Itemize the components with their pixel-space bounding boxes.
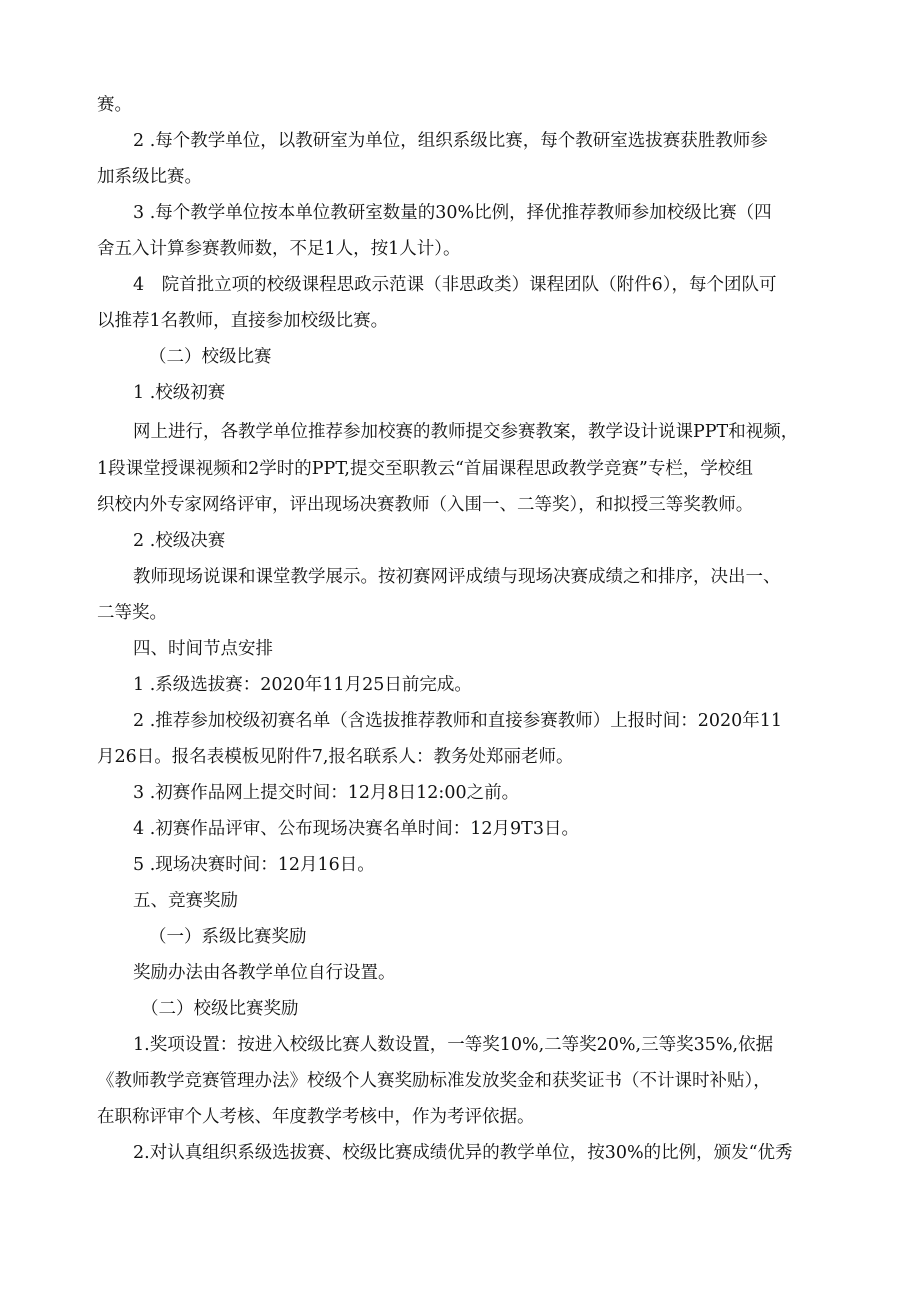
text-line: 加系级比赛。	[97, 167, 202, 187]
section-heading: （二）校级比赛	[149, 347, 272, 367]
text-line: 织校内外专家网络评审，评出现场决赛教师（入围一、二等奖），和拟授三等奖教师。	[97, 495, 754, 515]
subsection-heading: 2 .校级决赛	[133, 531, 226, 551]
subsection-heading: 1 .校级初赛	[133, 383, 226, 403]
text-line: 1 .系级选拔赛：2020年11月25日前完成。	[133, 675, 472, 695]
section-heading: （二）校级比赛奖励	[141, 999, 299, 1019]
section-heading: 五、竞赛奖励	[133, 891, 238, 911]
text-line: 以推荐1名教师，直接参加校级比赛。	[97, 311, 389, 331]
text-line: 2 .推荐参加校级初赛名单（含选拔推荐教师和直接参赛教师）上报时间：2020年11	[133, 711, 783, 731]
text-line: 奖励办法由各教学单位自行设置。	[133, 963, 396, 983]
text-line: 4 .初赛作品评审、公布现场决赛名单时间：12月9T3日。	[133, 819, 579, 839]
text-line: 2 .每个教学单位，以教研室为单位，组织系级比赛，每个教研室选拔赛获胜教师参	[133, 131, 768, 151]
text-line: 二等奖。	[97, 603, 167, 623]
text-line: 1.奖项设置：按进入校级比赛人数设置，一等奖10%,二等奖20%,三等奖35%,依据	[133, 1035, 774, 1055]
text-line: 《教师教学竞赛管理办法》校级个人赛奖励标准发放奖金和获奖证书（不计课时补贴），	[97, 1071, 771, 1091]
text-line: 赛。	[97, 95, 132, 115]
text-line: 网上进行，各教学单位推荐参加校赛的教师提交参赛教案，教学设计说课PPT和视频，	[133, 422, 799, 442]
text-line: 3 .初赛作品网上提交时间：12月8日12:00之前。	[133, 783, 520, 803]
text-line: 月26日。报名表模板见附件7,报名联系人：教务处郑丽老师。	[97, 747, 574, 767]
text-line: 2.对认真组织系级选拔赛、校级比赛成绩优异的教学单位，按30%的比例，颁发“优秀	[133, 1143, 793, 1163]
text-line: 5 .现场决赛时间：12月16日。	[133, 855, 375, 875]
text-line: 3 .每个教学单位按本单位教研室数量的30%比例，择优推荐教师参加校级比赛（四	[133, 203, 772, 223]
text-line: 教师现场说课和课堂教学展示。按初赛网评成绩与现场决赛成绩之和排序，决出一、	[133, 567, 781, 587]
text-line: 4 院首批立项的校级课程思政示范课（非思政类）课程团队（附件6），每个团队可	[133, 275, 777, 295]
section-heading: （一）系级比赛奖励	[149, 927, 307, 947]
text-line: 舍五入计算参赛教师数，不足1人，按1人计）。	[97, 239, 461, 259]
text-line: 在职称评审个人考核、年度教学考核中，作为考评依据。	[97, 1107, 535, 1127]
text-line: 1段课堂授课视频和2学时的PPT,提交至职教云“首届课程思政教学竞赛”专栏，学校组	[97, 459, 753, 479]
section-heading: 四、时间节点安排	[133, 639, 273, 659]
